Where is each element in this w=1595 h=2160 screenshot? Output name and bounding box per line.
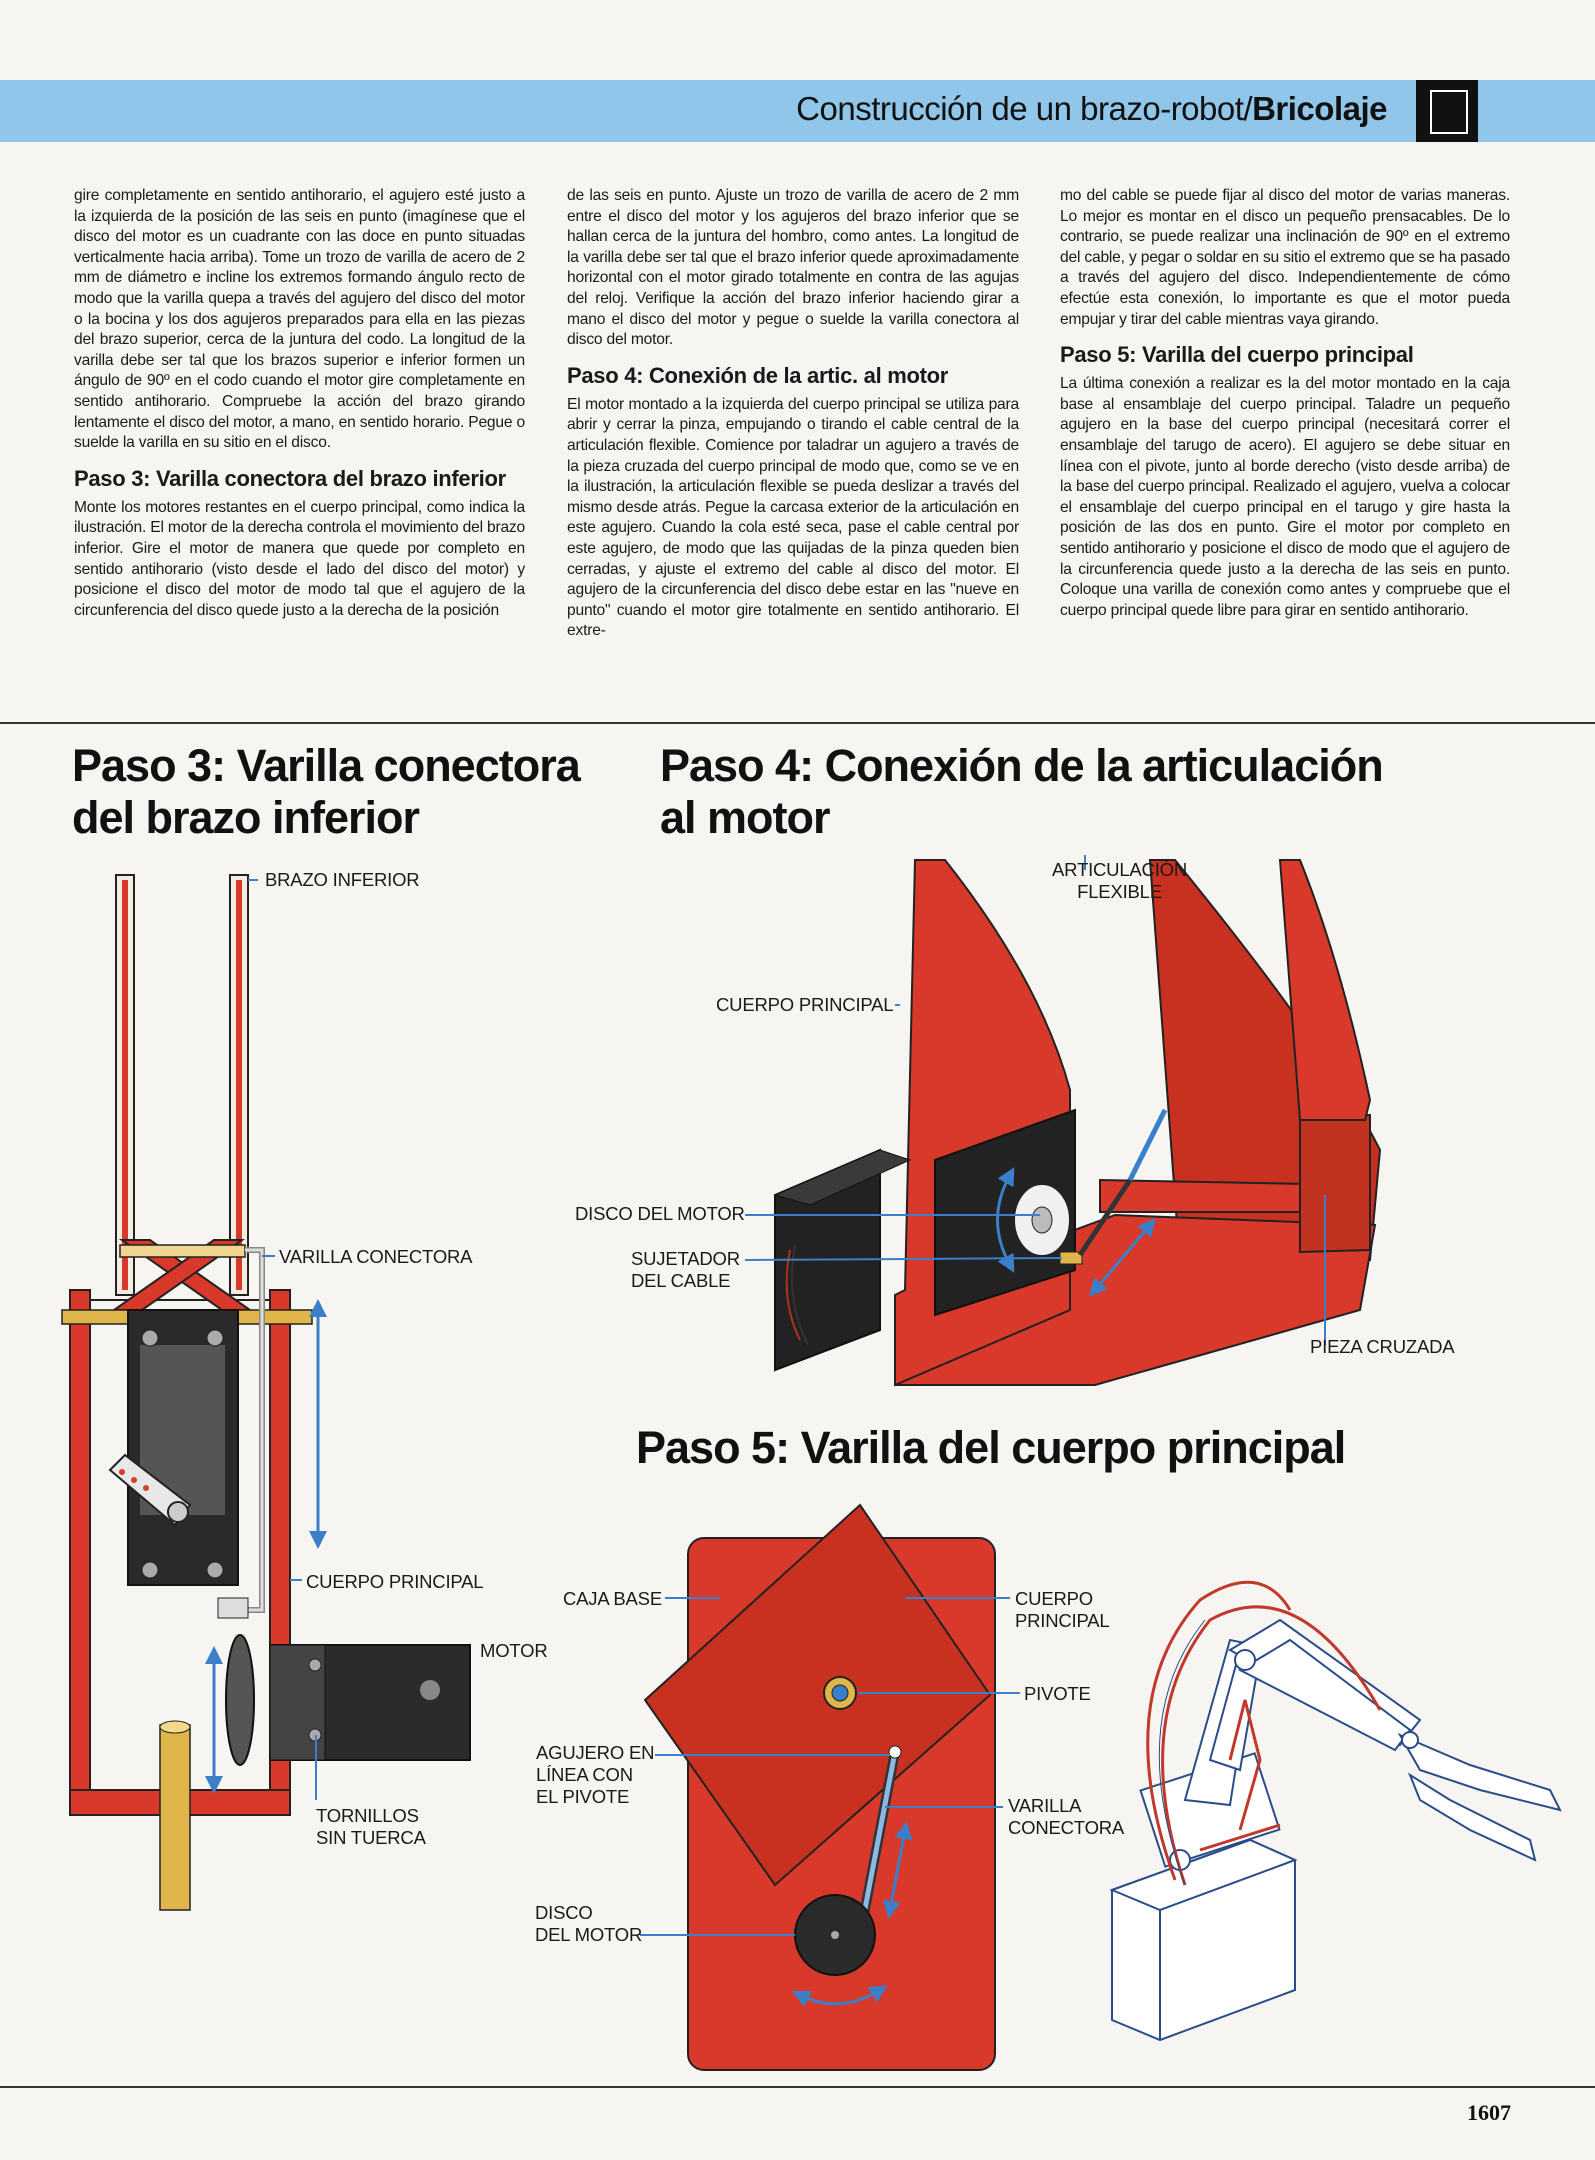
label-disco-5-line1: DISCO xyxy=(535,1902,593,1923)
label-sujetador-line1: SUJETADOR xyxy=(631,1248,740,1269)
label-varilla-5-line2: CONECTORA xyxy=(1008,1817,1125,1838)
label-cuerpo-principal: CUERPO PRINCIPAL xyxy=(306,1571,484,1592)
paso5-title: Paso 5: Varilla del cuerpo principal xyxy=(636,1422,1346,1473)
label-sujetador xyxy=(631,1248,740,1292)
label-cuerpo-5-line1: CUERPO xyxy=(1015,1588,1093,1609)
paso4-title-line2: al motor xyxy=(660,792,830,843)
label-articulacion-line2: FLEXIBLE xyxy=(1077,881,1162,902)
col1-paragraph-1: gire completamente en sentido antihorario, el agujero esté justo a la izquierda de la posición de las seis en punto (imagínese que el disco del motor es un cuadrante con las doce en punto situadas verticalmente hacia arriba). Tome un trozo de varilla de acero de 2 mm de diámetro e incline los extremos formando ángulo recto de modo que la varilla quepa a través del agujero del disco del motor o la bocina y los dos agujeros preparados para ella en las piezas del brazo superior, cerca de la juntura del codo. La longitud de la varilla debe ser tal que los brazos superior e inferior formen un ángulo de 90º en el codo cuando el motor gire completamente en sentido antihorario. Compruebe la acción del brazo girando lentamente el disco del motor, a mano, en sentido horario. Pegue o suelde la varilla en su sitio en el disco. xyxy=(74,187,525,452)
label-disco-motor-4: DISCO DEL MOTOR xyxy=(575,1203,745,1224)
label-agujero-line1: AGUJERO EN xyxy=(536,1742,655,1763)
paso4-drawing xyxy=(745,855,1380,1385)
brazo-left-red xyxy=(122,880,128,1290)
label-agujero-line3: EL PIVOTE xyxy=(536,1786,630,1807)
header-title-regular: Construcción de un brazo-robot/ xyxy=(796,90,1253,127)
tarugo xyxy=(160,1725,190,1910)
label-agujero xyxy=(536,1742,654,1808)
label-varilla-conectora-5 xyxy=(1008,1795,1124,1839)
label-disco-5-line2: DEL MOTOR xyxy=(535,1924,643,1945)
col1-paragraph-2: Monte los motores restantes en el cuerpo principal, como indica la ilustración. El motor de la derecha controla el movimiento del brazo inferior. Gire el motor de manera que quede por completo en sentido antihorario (visto desde el lado del disco del motor) y posicione el disco del motor de modo tal que el agujero de la circunferencia del disco quede justo a la derecha de la posición xyxy=(74,498,525,619)
brazo-right-red xyxy=(236,880,242,1290)
label-tornillos-line1: TORNILLOS xyxy=(316,1805,419,1826)
label-tornillos-line2: SIN TUERCA xyxy=(316,1827,426,1848)
label-disco-motor-5 xyxy=(535,1902,642,1946)
col1-heading: Paso 3: Varilla conectora del brazo inferior xyxy=(74,465,506,491)
label-varilla-5-line1: VARILLA xyxy=(1008,1795,1082,1816)
paso3-title xyxy=(72,740,580,844)
label-agujero-line2: LÍNEA CON xyxy=(536,1764,633,1785)
robot-arm-sketch xyxy=(1112,1620,1560,2040)
page-number: 1607 xyxy=(1467,2100,1511,2125)
col3-heading: Paso 5: Varilla del cuerpo principal xyxy=(1060,342,1414,368)
label-varilla-conectora: VARILLA CONECTORA xyxy=(279,1246,473,1267)
col3-paragraph-2: La última conexión a realizar es la del motor montado en la caja base al ensamblaje del cuerpo principal. Taladre un pequeño agujero en la base del cuerpo principal (necesitará correr el ensamblaje del tarugo de acero). El agujero se debe situar en línea con el pivote, junto al borde derecho (visto desde arriba) de la base del cuerpo principal. Realizado el agujero, vuelva a colocar el ensamblaje del cuerpo principal en el tarugo y gire hasta la posición de las dos en punto. Gire el motor por completo en sentido antihorario y posicione el disco de modo que el agujero de la circunferencia quede justo a la derecha de las seis en punto. Coloque una varilla de conexión como antes y compruebe que el cuerpo principal quede libre para girar en sentido antihorario. xyxy=(1060,375,1510,619)
paso3-drawing xyxy=(62,875,473,1910)
paso5-drawing xyxy=(640,1505,1020,2070)
paso3-title-line2: del brazo inferior xyxy=(72,792,420,843)
label-tornillos xyxy=(316,1805,426,1849)
paso4-title-line1: Paso 4: Conexión de la articulación xyxy=(660,740,1383,791)
label-cuerpo-principal-4: CUERPO PRINCIPAL xyxy=(716,994,894,1015)
col2-heading: Paso 4: Conexión de la artic. al motor xyxy=(567,362,949,388)
cuerpo-left-side xyxy=(70,1290,90,1815)
label-motor: MOTOR xyxy=(480,1640,548,1661)
col2-paragraph-1: de las seis en punto. Ajuste un trozo de varilla de acero de 2 mm entre el disco del motor y los agujeros del brazo inferior que se hallan cerca de la juntura del hombro, como antes. La longitud de la varilla debe ser tal que el brazo inferior quede aproximadamente horizontal con el motor girado totalmente en contra de las agujas del reloj. Verifique la acción del brazo inferior haciendo girar a mano el disco del motor y pegue o suelde la varilla conectora al disco del motor. xyxy=(567,187,1019,349)
label-articulacion-line1: ARTICULACIÓN xyxy=(1052,859,1188,880)
col3-paragraph-1: mo del cable se puede fijar al disco del motor de varias maneras. Lo mejor es montar en el disco un pequeño prensacables. De lo contrario, se puede realizar una inclinación de 90º en el extremo del cable, y pegar o soldar en su sitio el extremo que se ha pasado a través del agujero del disco. Independientemente de cómo efectúe esta conexión, lo importante es que el motor pueda empujar y tirar del cable mientras vaya girando. xyxy=(1060,187,1510,328)
label-sujetador-line2: DEL CABLE xyxy=(631,1270,731,1291)
label-caja-base: CAJA BASE xyxy=(563,1588,662,1609)
label-articulacion xyxy=(1052,859,1187,903)
label-pieza-cruzada: PIEZA CRUZADA xyxy=(1310,1336,1455,1357)
header-title-bold: Bricolaje xyxy=(1252,90,1387,127)
paso3-title-line1: Paso 3: Varilla conectora xyxy=(72,740,580,791)
footer-divider xyxy=(0,2086,1595,2088)
label-brazo-inferior: BRAZO INFERIOR xyxy=(265,869,420,890)
col2-paragraph-2: El motor montado a la izquierda del cuerpo principal se utiliza para abrir y cerrar la pinza, empujando o tirando el cable central de la articulación flexible. Comience por taladrar un agujero a través de la pieza cruzada del cuerpo principal de modo que, como se ve en la ilustración, la articulación flexible se pueda deslizar a través del mismo desde atrás. Pegue la carcasa exterior de la articulación en este agujero. Cuando la cola esté seca, pase el cable central por este agujero, de modo que las quijadas de la pinza queden bien cerradas, y ajuste el extremo del cable al disco del motor. El agujero de la circunferencia del disco debe estar en las "nueve en punto" cuando el motor gire totalmente en sentido antihorario. El extre- xyxy=(567,395,1019,640)
paso4-title xyxy=(660,740,1383,844)
label-pivote: PIVOTE xyxy=(1024,1683,1091,1704)
label-cuerpo-principal-5 xyxy=(1015,1588,1110,1632)
label-cuerpo-5-line2: PRINCIPAL xyxy=(1015,1610,1110,1631)
